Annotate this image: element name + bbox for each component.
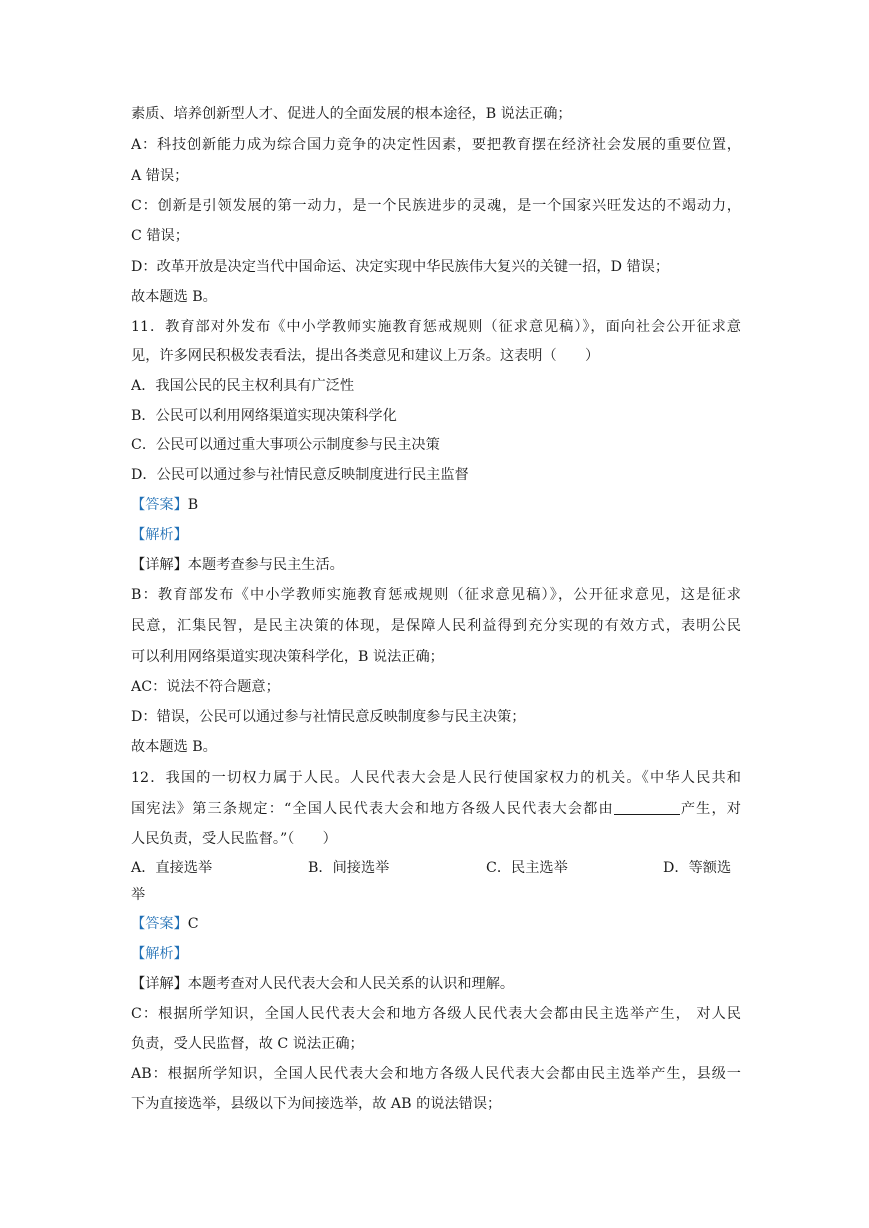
analysis-tag: 【解析】 (131, 527, 188, 543)
text-line: C 错误； (131, 228, 189, 244)
explanation-line: AC：说法不符合题意； (131, 679, 280, 695)
explanation-line: D：错误，公民可以通过参与社情民意反映制度参与民主决策； (131, 709, 526, 725)
detail-tag: 【详解】 (131, 976, 188, 992)
fill-blank (614, 800, 680, 815)
detail-line (131, 974, 741, 994)
explanation-line: 民意，汇集民智，是民主决策的体现，是保障人民利益得到充分实现的有效方式，表明公民 (131, 618, 741, 634)
question-12-stem (131, 799, 741, 819)
explanation-line: 负责，受人民监督，故 C 说法正确； (131, 1036, 364, 1052)
answer-line (131, 495, 741, 515)
question-12-stem: 12．我国的一切权力属于人民。人民代表大会是人民行使国家权力的机关。《中华人民共和 (131, 770, 741, 786)
text-line: D：改革开放是决定当代中国命运、决定实现中华民族伟大复兴的关键一招，D 错误； (131, 259, 670, 275)
answer-tag: 【答案】 (131, 916, 188, 932)
question-11-option-d: D．公民可以通过参与社情民意反映制度进行民主监督 (131, 467, 469, 483)
explanation-line: C：根据所学知识，全国人民代表大会和地方各级人民代表大会都由民主选举产生， 对人民 (131, 1006, 741, 1022)
explanation-line: AB：根据所学知识，全国人民代表大会和地方各级人民代表大会都由民主选举产生，县级一 (131, 1066, 741, 1082)
question-12-option-a: A．直接选举 (131, 860, 213, 876)
detail-tag: 【详解】 (131, 557, 188, 573)
detail-text: 本题考查参与民主生活。 (187, 557, 344, 573)
stem-text: 产生，对 (679, 801, 741, 817)
explanation-line: B：教育部发布《中小学教师实施教育惩戒规则（征求意见稿）》，公开征求意见，这是征求 (131, 587, 741, 603)
stem-text: 国宪法》第三条规定：“全国人民代表大会和地方各级人民代表大会都由 (131, 801, 614, 817)
detail-text: 本题考查对人民代表大会和人民关系的认识和理解。 (187, 976, 515, 992)
text-line: A：科技创新能力成为综合国力竞争的决定性因素，要把教育摆在经济社会发展的重要位置， (131, 137, 741, 153)
text-line: A 错误； (131, 168, 189, 184)
question-11-stem: 见，许多网民积极发表看法，提出各类意见和建议上万条。这表明（ ） (131, 348, 600, 364)
explanation-line: 下为直接选举，县级以下为间接选举，故 AB 的说法错误； (131, 1096, 502, 1112)
question-11-stem: 11．教育部对外发布《中小学教师实施教育惩戒规则（征求意见稿）》，面向社会公开征求意 (131, 319, 741, 335)
detail-line (131, 555, 741, 575)
question-11-option-b: B．公民可以利用网络渠道实现决策科学化 (131, 408, 397, 424)
text-line: C：创新是引领发展的第一动力，是一个民族进步的灵魂，是一个国家兴旺发达的不竭动力， (131, 198, 741, 214)
question-12-stem: 人民负责，受人民监督。”（ ） (131, 831, 337, 847)
text-line: 素质、培养创新型人才、促进人的全面发展的根本途径，B 说法正确； (131, 106, 572, 122)
analysis-tag: 【解析】 (131, 946, 188, 962)
explanation-line: 故本题选 B。 (131, 739, 217, 755)
analysis-line (131, 944, 741, 964)
option-wrap: 举 (131, 887, 146, 903)
answer-tag: 【答案】 (131, 497, 188, 513)
answer-value: B (187, 497, 199, 513)
question-12-option-d: D．等额选 (663, 860, 732, 876)
question-12-option-b: B．间接选举 (308, 860, 390, 876)
analysis-line (131, 525, 741, 545)
answer-value: C (187, 916, 199, 932)
answer-line (131, 914, 741, 934)
explanation-line: 可以利用网络渠道实现决策科学化，B 说法正确； (131, 649, 444, 665)
question-11-option-a: A．我国公民的民主权利具有广泛性 (131, 378, 355, 394)
text-line: 故本题选 B。 (131, 289, 217, 305)
question-12-option-c: C．民主选举 (486, 860, 568, 876)
question-11-option-c: C．公民可以通过重大事项公示制度参与民主决策 (131, 437, 440, 453)
